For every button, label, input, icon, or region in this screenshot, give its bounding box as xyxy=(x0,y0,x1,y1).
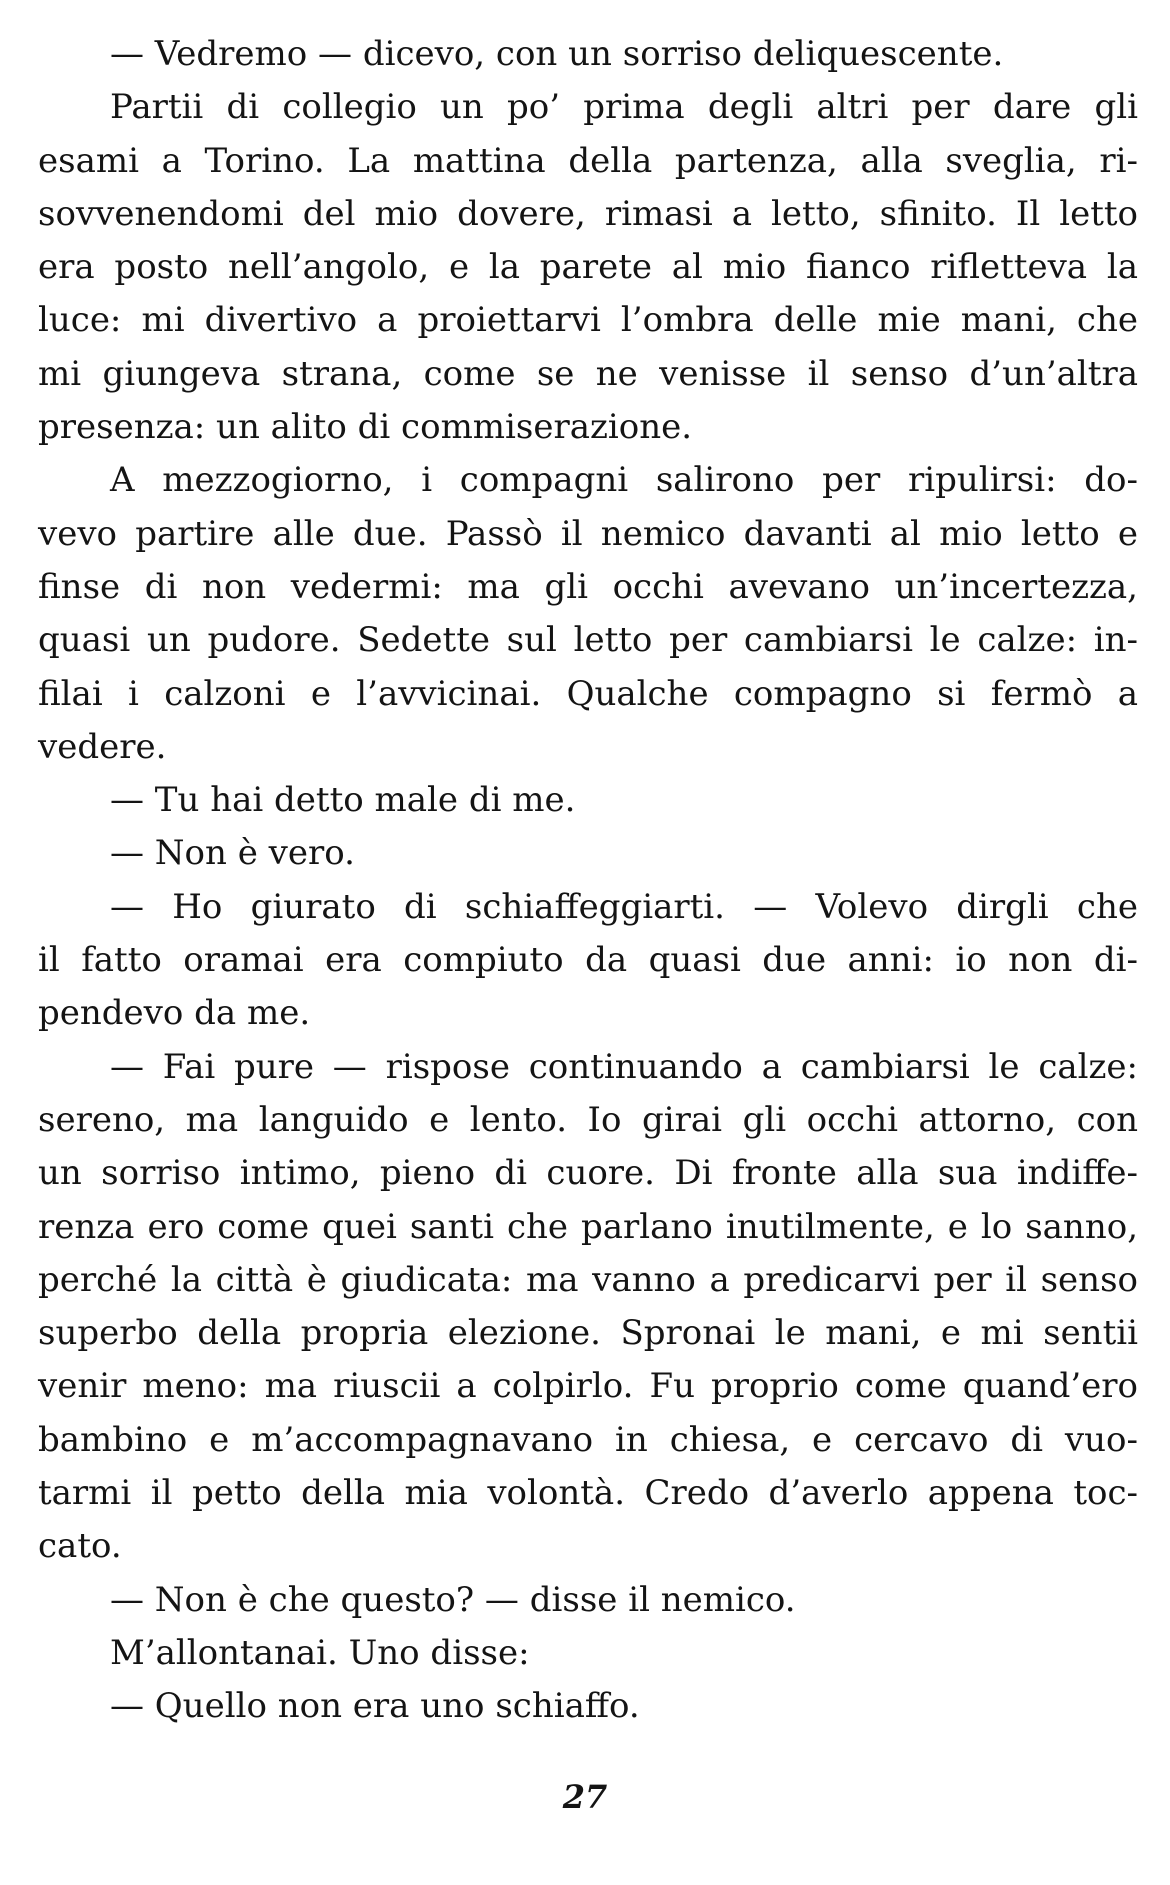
text-line: — Fai pure — rispose continuando a cambiarsi le calze: xyxy=(110,1046,1138,1087)
text-line: il fatto oramai era compiuto da quasi due anni: io non di- xyxy=(38,940,1138,981)
text-line: perché la città è giudicata: ma vanno a predicarvi per il senso xyxy=(38,1259,1138,1300)
text-line: quasi un pudore. Sedette sul letto per cambiarsi le calze: in- xyxy=(38,620,1138,661)
text-line: filai i calzoni e l’avvicinai. Qualche compagno si fermò a xyxy=(38,673,1138,714)
page-number: 27 xyxy=(562,1778,608,1816)
text-line: — Tu hai detto male di me. xyxy=(110,780,576,821)
body-text xyxy=(38,28,1138,1734)
text-line: bambino e m’accompagnavano in chiesa, e cercavo di vuo- xyxy=(38,1419,1138,1460)
text-line: A mezzogiorno, i compagni salirono per ripulirsi: do- xyxy=(110,460,1138,501)
text-line: venir meno: ma riuscii a colpirlo. Fu proprio come quand’ero xyxy=(38,1366,1138,1407)
text-line: era posto nell’angolo, e la parete al mio fianco rifletteva la xyxy=(38,247,1138,288)
text-line: tarmi il petto della mia volontà. Credo d’averlo appena toc- xyxy=(38,1473,1138,1514)
text-line: mi giungeva strana, come se ne venisse il senso d’un’altra xyxy=(38,353,1138,394)
text-line: sereno, ma languido e lento. Io girai gli occhi attorno, con xyxy=(38,1099,1138,1140)
text-line: luce: mi divertivo a proiettarvi l’ombra delle mie mani, che xyxy=(38,300,1138,341)
text-line: esami a Torino. La mattina della partenza, alla sveglia, ri- xyxy=(38,140,1138,181)
text-line: un sorriso intimo, pieno di cuore. Di fronte alla sua indiffe- xyxy=(38,1153,1138,1194)
text-line: vevo partire alle due. Passò il nemico davanti al mio letto e xyxy=(38,513,1138,554)
text-line: vedere. xyxy=(38,726,167,767)
text-line: M’allontanai. Uno disse: xyxy=(110,1632,530,1673)
text-line: — Ho giurato di schiaffeggiarti. — Volevo dirgli che xyxy=(110,886,1138,927)
text-line: pendevo da me. xyxy=(38,993,311,1034)
text-line: finse di non vedermi: ma gli occhi avevano un’incertezza, xyxy=(38,566,1138,607)
text-line: renza ero come quei santi che parlano inutilmente, e lo sanno, xyxy=(38,1206,1138,1247)
text-line: presenza: un alito di commiserazione. xyxy=(38,407,693,448)
text-line: Partii di collegio un po’ prima degli altri per dare gli xyxy=(110,87,1138,128)
text-line: sovvenendomi del mio dovere, rimasi a letto, sfinito. Il letto xyxy=(38,193,1138,234)
text-line: cato. xyxy=(38,1526,122,1567)
text-line: — Quello non era uno schiaffo. xyxy=(110,1686,640,1727)
text-line: — Vedremo — dicevo, con un sorriso deliquescente. xyxy=(110,34,1004,74)
text-line: superbo della propria elezione. Spronai le mani, e mi sentii xyxy=(38,1313,1138,1354)
text-line: — Non è vero. xyxy=(110,833,355,874)
text-line: — Non è che questo? — disse il nemico. xyxy=(110,1579,796,1620)
